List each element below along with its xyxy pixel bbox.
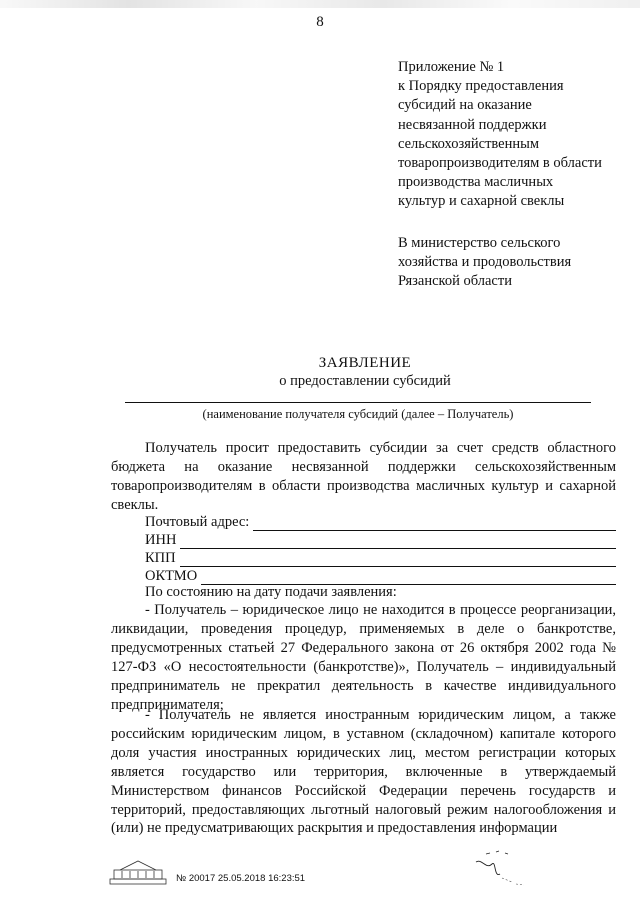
- handwritten-mark-icon: [472, 848, 542, 888]
- registration-stamp: № 20017 25.05.2018 16:23:51: [176, 873, 306, 884]
- kpp-line: [180, 553, 616, 567]
- recipient-name-line: [125, 402, 591, 403]
- oktmo-field: [145, 567, 616, 585]
- oktmo-line: [201, 571, 616, 585]
- state-intro: По состоянию на дату подачи заявления:: [145, 584, 397, 600]
- inn-label: ИНН: [145, 532, 177, 548]
- postal-address-field: [145, 513, 616, 531]
- appendix-line: сельскохозяйственным: [398, 135, 540, 152]
- recipient-line: В министерство сельского: [398, 235, 561, 251]
- inn-line: [180, 535, 616, 549]
- document-subtitle: о предоставлении субсидий: [279, 373, 451, 389]
- appendix-line: Приложение № 1: [398, 59, 505, 75]
- page-number: 8: [316, 14, 324, 30]
- recipient-line: Рязанской области: [398, 273, 512, 290]
- scan-artifact: [0, 0, 640, 8]
- oktmo-label: ОКТМО: [145, 568, 198, 584]
- appendix-line: несвязанной поддержки: [398, 116, 547, 133]
- inn-field: [145, 531, 616, 549]
- appendix-line: культур и сахарной свеклы: [398, 193, 565, 210]
- appendix-line: производства масличных: [398, 174, 554, 191]
- recipient-line: хозяйства и продовольствия: [398, 254, 572, 271]
- recipient-name-caption: (наименование получателя субсидий (далее – Получатель): [202, 407, 514, 421]
- request-paragraph: Получатель просит предоставить субсидии за счет средств областного бюджета на оказание несвязанной поддержки сельскохозяйственным товаропроизводителям в области производства масличных культур и сахарной свеклы.: [111, 440, 616, 513]
- document-title: ЗАЯВЛЕНИЕ: [318, 355, 412, 371]
- appendix-block: [398, 58, 638, 212]
- postal-address-label: Почтовый адрес:: [145, 514, 250, 530]
- appendix-line: к Порядку предоставления: [398, 78, 564, 95]
- kpp-label: КПП: [145, 550, 176, 566]
- no-bankruptcy-paragraph: - Получатель – юридическое лицо не находится в процессе реорганизации, ликвидации, проведения процедур, применяемых в деле о банкротстве, предусмотренных статьей 27 Федерального закона от 26 октября 2002 года № 127-ФЗ «О несостоятельности (банкротстве)», Получатель – индивидуальный предприниматель не прекратил деятельность в качестве индивидуального предпринимателя;: [111, 602, 616, 713]
- not-foreign-entity-paragraph: - Получатель не является иностранным юридическим лицом, а также российским юридическим лицом, в уставном (складочном) капитале которого доля участия иностранных юридических лиц, местом регистрации которых является государство или территория, включенные в утверждаемый Министерством финансов Российской Федерации перечень государств и территорий, предоставляющих льготный налоговый режим налогообложения и (или) не предусматривающих раскрытия и предоставления информации: [111, 707, 616, 837]
- recipient-block: [398, 234, 638, 292]
- appendix-line: товаропроизводителям в области: [398, 155, 602, 172]
- postal-address-line: [253, 517, 616, 531]
- registry-stamp-icon: [108, 858, 168, 886]
- appendix-line: субсидий на оказание: [398, 97, 532, 114]
- kpp-field: [145, 549, 616, 567]
